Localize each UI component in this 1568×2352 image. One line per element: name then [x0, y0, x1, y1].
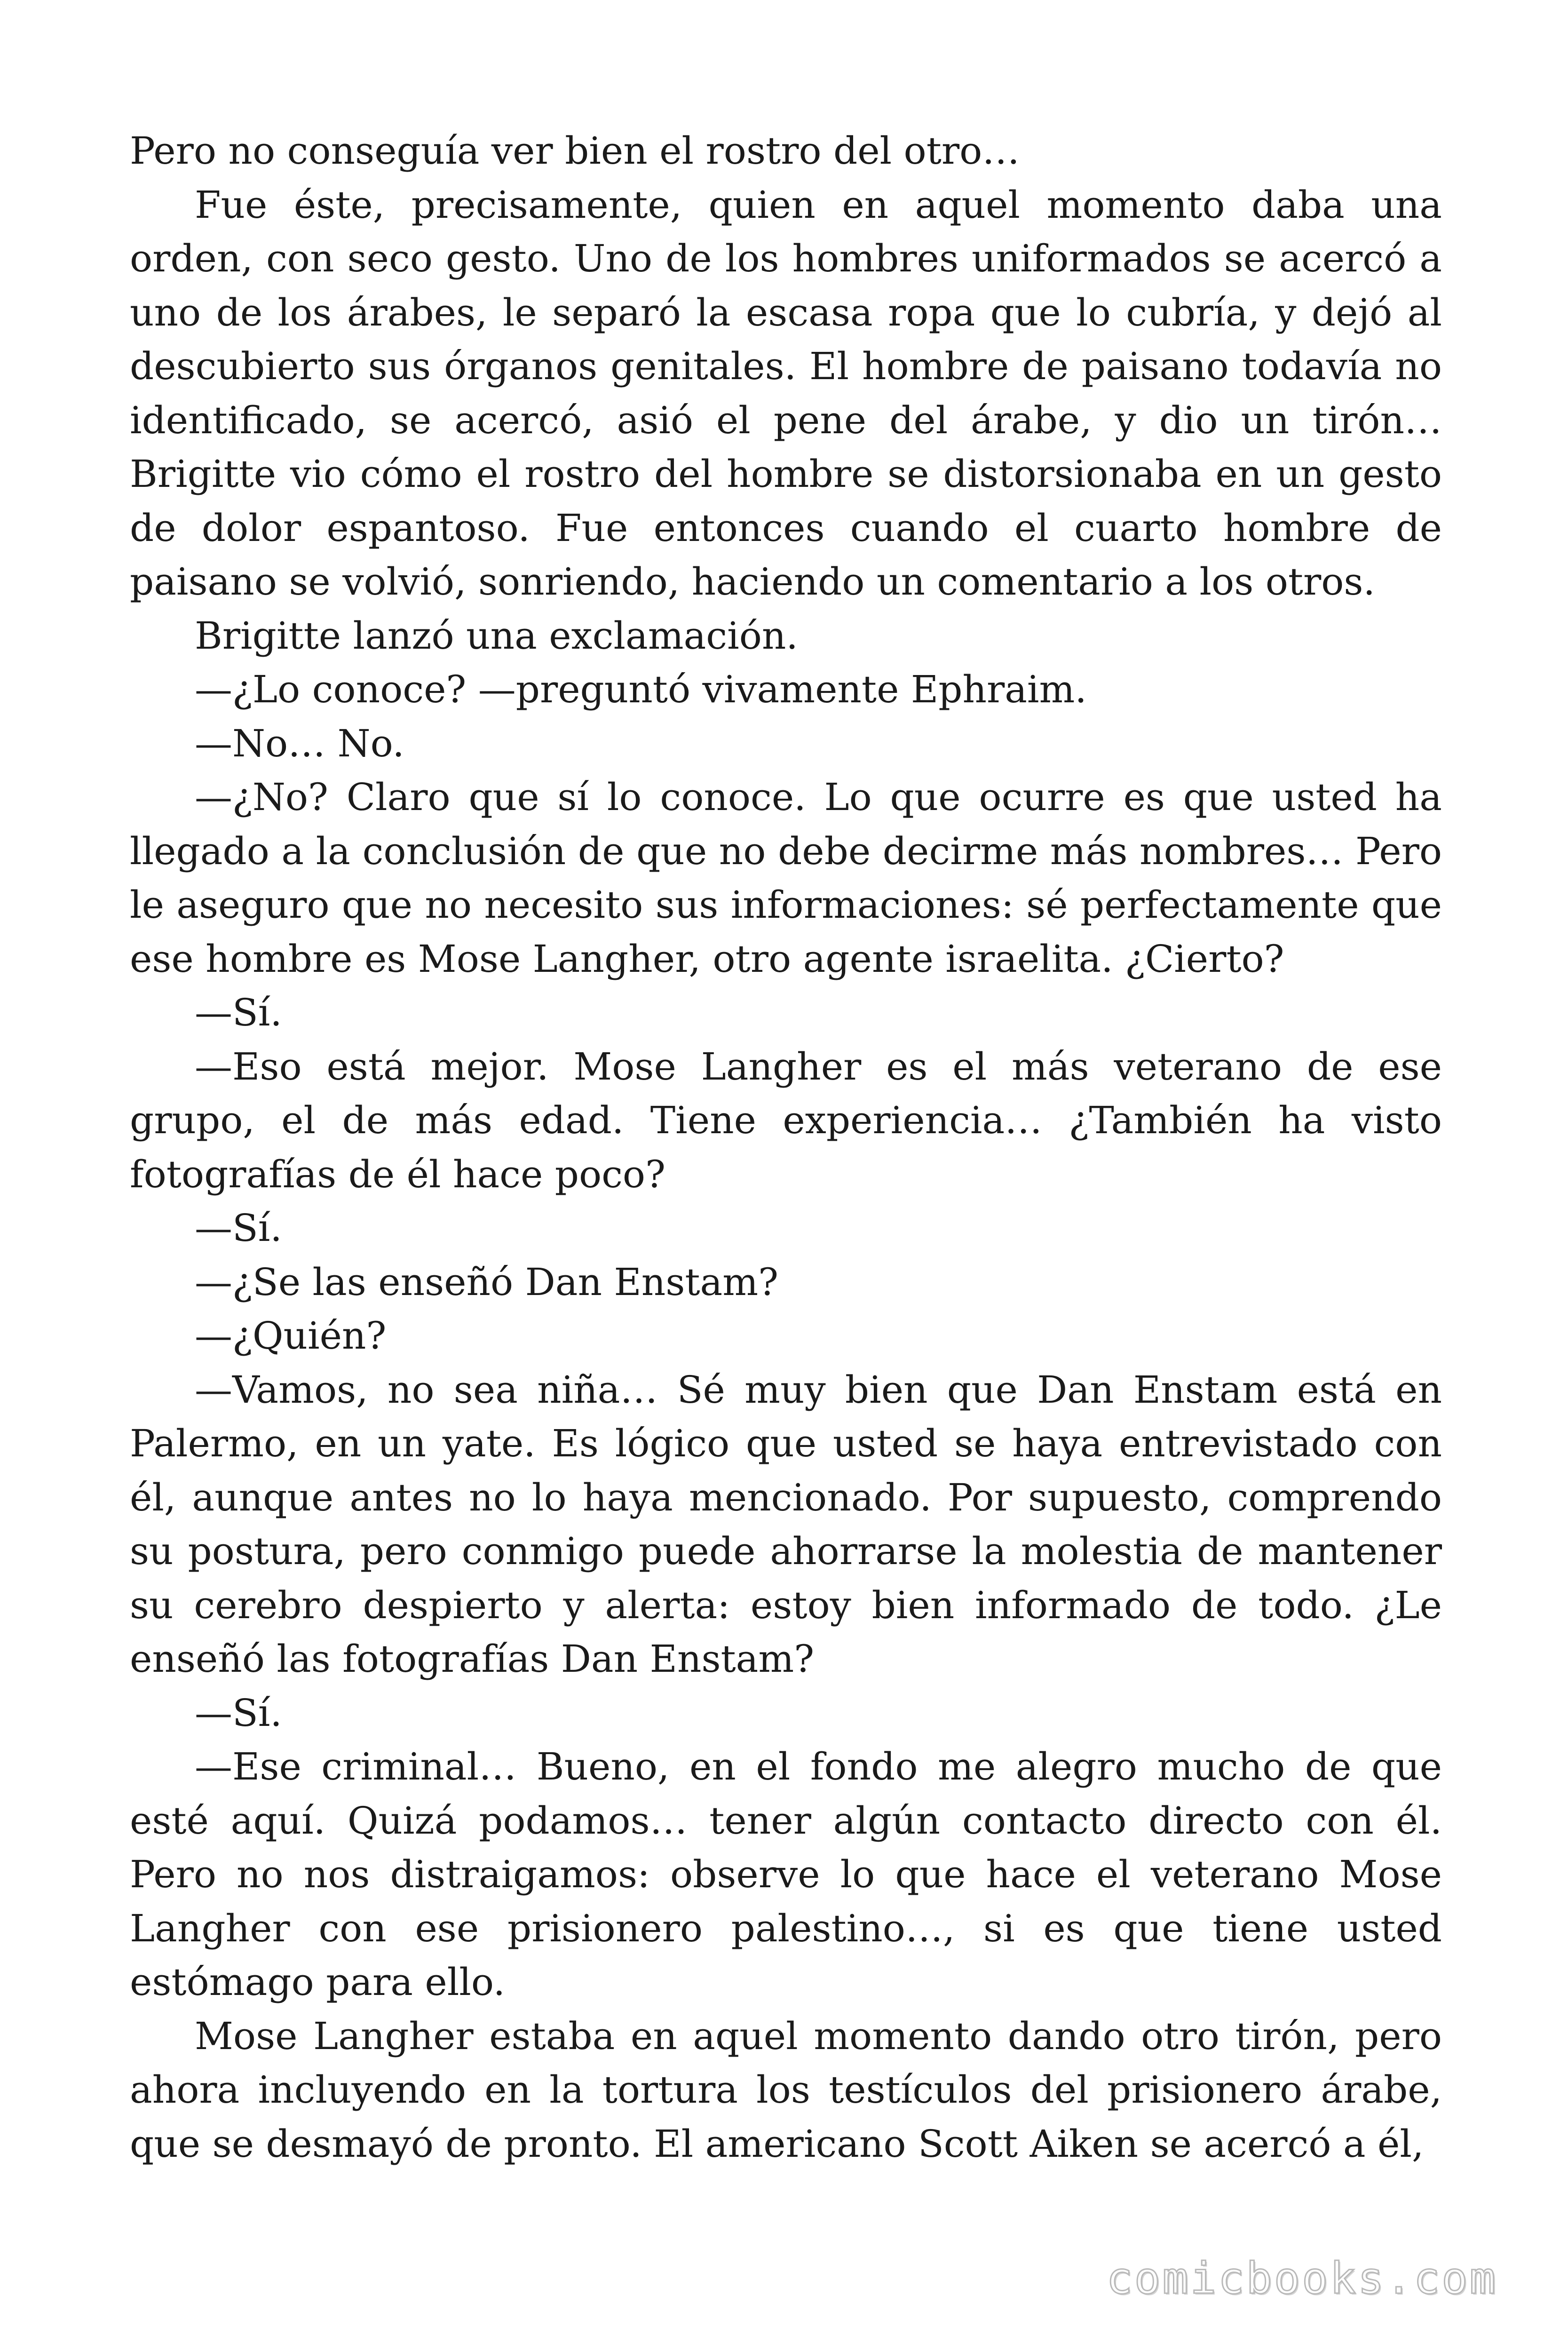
dialogue-line: —Sí. — [195, 1691, 282, 1735]
watermark-logo: comicbooks.com — [1106, 2253, 1497, 2304]
paragraph: Pero no conseguía ver bien el rostro del otro… — [130, 129, 1020, 173]
dialogue-line: —No… No. — [195, 721, 404, 765]
paragraph: Brigitte lanzó una exclamación. — [195, 613, 798, 658]
paragraph: Mose Langher estaba en aquel momento dando otro tirón, pero ahora incluyendo en la tortura los testículos del prisionero árabe, que se desmayó de pronto. El americano Scott Aiken se acercó a él, — [130, 2014, 1442, 2166]
dialogue-line: —¿No? Claro que sí lo conoce. Lo que ocurre es que usted ha llegado a la conclusión de que no debe decirme más nombres… Pero le aseguro que no necesito sus informaciones: sé perfectamente que ese hombre es Mose Langher, otro agente israelita. ¿Cierto? — [130, 775, 1442, 981]
dialogue-line: —Vamos, no sea niña… Sé muy bien que Dan Enstam está en Palermo, en un yate. Es lógico que usted se haya entrevistado con él, aunque antes no lo haya mencionado. Por supuesto, comprendo su postura, pero conmigo puede ahorrarse la molestia de mantener su cerebro despierto y alerta: estoy bien informado de todo. ¿Le enseñó las fotografías Dan Enstam? — [130, 1367, 1442, 1681]
dialogue-line: —Sí. — [195, 1206, 282, 1250]
page-body-text — [130, 124, 1442, 2171]
paragraph: Fue éste, precisamente, quien en aquel momento daba una orden, con seco gesto. Uno de los hombres uniformados se acercó a uno de los árabes, le separó la escasa ropa que lo cubría, y dejó al descubierto sus órganos genitales. El hombre de paisano todavía no identificado, se acercó, asió el pene del árabe, y dio un tirón… Brigitte vio cómo el rostro del hombre se distorsionaba en un gesto de dolor espantoso. Fue entonces cuando el cuarto hombre de paisano se volvió, sonriendo, haciendo un comentario a los otros. — [130, 183, 1442, 604]
dialogue-line: —¿Se las enseñó Dan Enstam? — [195, 1260, 778, 1304]
dialogue-line: —¿Quién? — [195, 1314, 387, 1358]
dialogue-line: —Ese criminal… Bueno, en el fondo me alegro mucho de que esté aquí. Quizá podamos… tener algún contacto directo con él. Pero no nos distraigamos: observe lo que hace el veterano Mose Langher con ese prisionero palestino…, si es que tiene usted estómago para ello. — [130, 1745, 1442, 2004]
dialogue-line: —¿Lo conoce? —preguntó vivamente Ephraim. — [195, 667, 1087, 711]
dialogue-line: —Sí. — [195, 991, 282, 1034]
dialogue-line: —Eso está mejor. Mose Langher es el más veterano de ese grupo, el de más edad. Tiene experiencia… ¿También ha visto fotografías de él hace poco? — [130, 1044, 1442, 1196]
